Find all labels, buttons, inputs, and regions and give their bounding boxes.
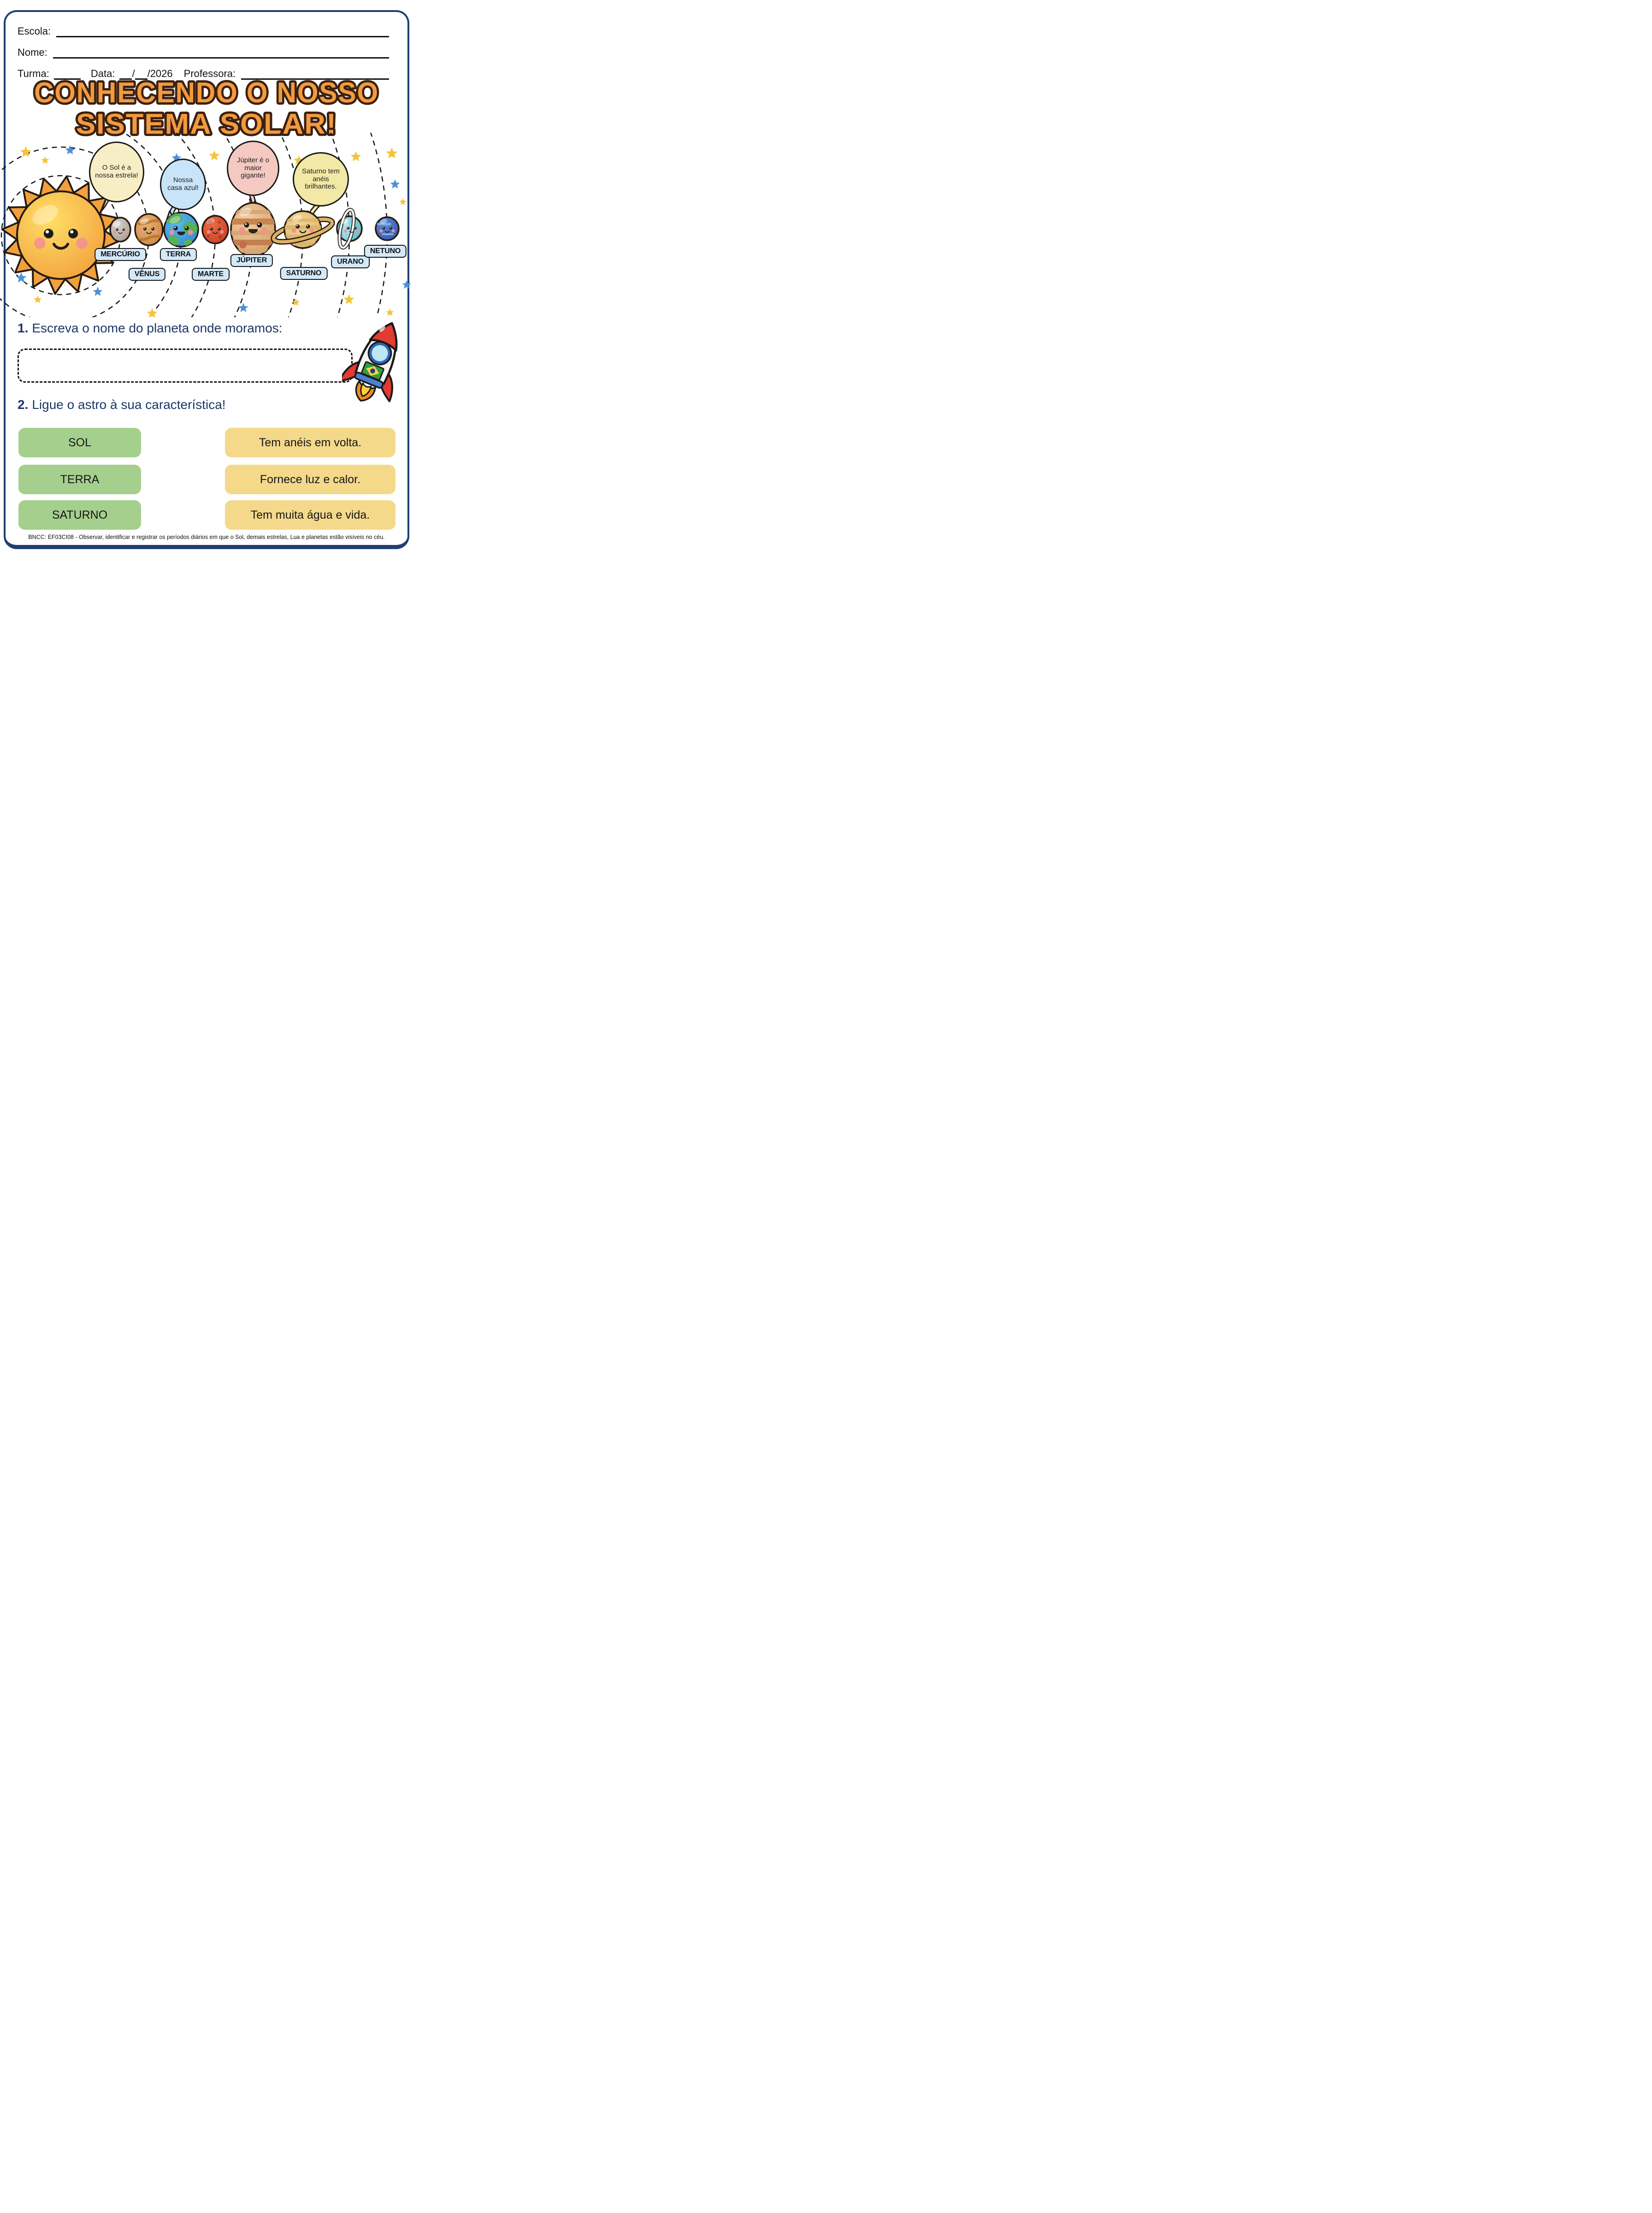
match-astro-terra[interactable]: TERRA xyxy=(18,465,141,494)
date-year: /2026 xyxy=(147,68,173,79)
planet-venus xyxy=(135,214,163,245)
question2-prompt: Ligue o astro à sua característica! xyxy=(32,397,226,412)
label-saturno: SATURNO xyxy=(280,267,328,280)
school-label: Escola: xyxy=(18,25,51,37)
label-marte: MARTE xyxy=(192,268,230,281)
name-label: Nome: xyxy=(18,47,47,58)
speech-bubble-earth xyxy=(160,159,206,210)
label-terra: TERRA xyxy=(160,248,197,261)
planet-mercury xyxy=(110,218,130,242)
speech-bubble-jupiter-text: Júpiter é o maior gigante! xyxy=(236,156,270,180)
question1-number: 1. xyxy=(18,321,29,335)
teacher-label: Professora: xyxy=(183,68,236,79)
match-feature-water[interactable]: Tem muita água e vida. xyxy=(225,500,395,530)
question1-heading xyxy=(18,321,283,336)
question1-answer-box[interactable] xyxy=(18,349,353,383)
match-astro-sol[interactable]: SOL xyxy=(18,428,141,457)
label-mercurio: MERCÚRIO xyxy=(94,248,146,261)
speech-bubble-jupiter xyxy=(227,141,279,196)
label-jupiter: JÚPITER xyxy=(230,254,273,267)
date-slash: / xyxy=(132,68,135,79)
date-label: Data: xyxy=(90,68,115,79)
solar-system-illustration xyxy=(0,133,413,317)
planet-earth xyxy=(164,213,198,247)
question2-heading xyxy=(18,397,226,412)
speech-bubble-saturn-text: Saturno tem anéis brilhantes. xyxy=(302,167,340,191)
name-blank[interactable] xyxy=(53,45,389,59)
worksheet-title xyxy=(0,77,413,142)
speech-bubble-earth-text: Nossa casa azul! xyxy=(167,176,199,192)
label-netuno: NETUNO xyxy=(364,245,407,258)
match-feature-rings[interactable]: Tem anéis em volta. xyxy=(225,428,395,457)
speech-bubble-saturn xyxy=(293,152,349,207)
planet-saturn xyxy=(271,211,334,248)
planet-uranus xyxy=(337,208,362,249)
question2-number: 2. xyxy=(18,397,29,412)
planet-neptune xyxy=(376,217,399,240)
bncc-footer: BNCC: EF03CI08 - Observar, identificar e registrar os períodos diários em que o Sol, demais estrelas, Lua e planetas estão visíveis no céu. xyxy=(28,534,385,540)
speech-bubble-sun xyxy=(89,142,144,202)
speech-bubble-sun-text: O Sol é a nossa estrela! xyxy=(95,164,138,179)
school-row xyxy=(18,24,389,37)
class-label: Turma: xyxy=(18,68,49,79)
label-urano: URANO xyxy=(331,255,370,268)
match-astro-saturno[interactable]: SATURNO xyxy=(18,500,141,530)
title-line-1: CONHECENDO O NOSSO xyxy=(34,77,379,109)
title-line-2: SISTEMA SOLAR! xyxy=(76,108,337,140)
question1-prompt: Escreva o nome do planeta onde moramos: xyxy=(32,321,283,335)
planet-mars xyxy=(202,216,228,243)
match-feature-light[interactable]: Fornece luz e calor. xyxy=(225,465,395,494)
planet-jupiter xyxy=(230,203,277,256)
label-venus: VÊNUS xyxy=(129,268,165,281)
school-blank[interactable] xyxy=(56,24,389,37)
worksheet-page xyxy=(0,0,413,553)
rocket-icon xyxy=(342,318,411,404)
name-row xyxy=(18,45,389,59)
